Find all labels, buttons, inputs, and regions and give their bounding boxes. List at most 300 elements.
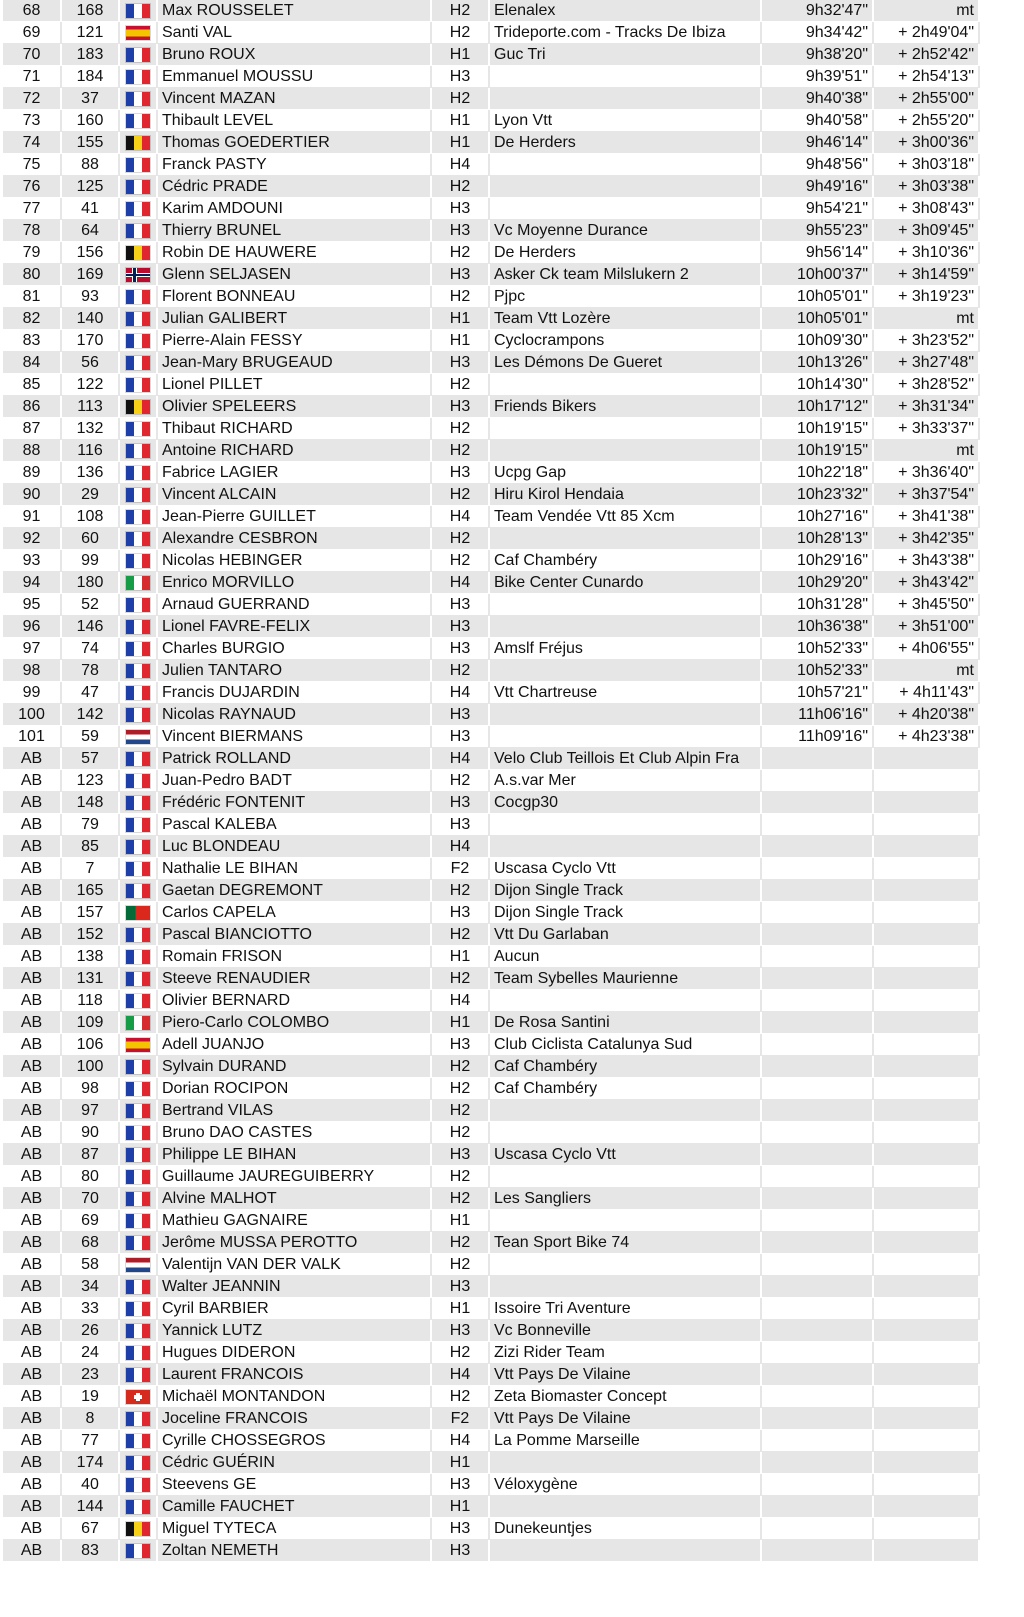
flag-it-icon	[126, 1016, 150, 1030]
bib-cell: 108	[61, 506, 119, 528]
flag-cell	[119, 572, 157, 594]
category-cell: H2	[431, 924, 489, 946]
club-cell: Team Vtt Lozère	[489, 308, 761, 330]
rider-name-cell: Thibault LEVEL	[157, 110, 431, 132]
time-cell	[761, 1342, 873, 1364]
bib-cell: 140	[61, 308, 119, 330]
table-row	[3, 748, 979, 770]
gap-cell	[873, 1430, 979, 1452]
flag-fr-icon	[126, 818, 150, 832]
bib-cell: 64	[61, 220, 119, 242]
gap-cell: + 4h11'43"	[873, 682, 979, 704]
category-cell: H2	[431, 440, 489, 462]
flag-cell	[119, 440, 157, 462]
time-cell	[761, 1518, 873, 1540]
rank-cell: AB	[3, 1276, 61, 1298]
time-cell	[761, 1320, 873, 1342]
club-cell: Dijon Single Track	[489, 902, 761, 924]
gap-cell	[873, 1166, 979, 1188]
flag-cell	[119, 22, 157, 44]
bib-cell: 59	[61, 726, 119, 748]
rider-name-cell: Cédric PRADE	[157, 176, 431, 198]
gap-cell	[873, 1188, 979, 1210]
club-cell: Caf Chambéry	[489, 1078, 761, 1100]
club-cell: Les Démons De Gueret	[489, 352, 761, 374]
club-cell	[489, 374, 761, 396]
club-cell: La Pomme Marseille	[489, 1430, 761, 1452]
rank-cell: AB	[3, 1056, 61, 1078]
category-cell: H3	[431, 1034, 489, 1056]
time-cell: 11h06'16"	[761, 704, 873, 726]
category-cell: H1	[431, 44, 489, 66]
table-row	[3, 1518, 979, 1540]
rank-cell: 71	[3, 66, 61, 88]
gap-cell: + 2h52'42"	[873, 44, 979, 66]
gap-cell: mt	[873, 308, 979, 330]
club-cell	[489, 1210, 761, 1232]
rank-cell: 74	[3, 132, 61, 154]
bib-cell: 123	[61, 770, 119, 792]
club-cell: Guc Tri	[489, 44, 761, 66]
flag-cell	[119, 1364, 157, 1386]
bib-cell: 93	[61, 286, 119, 308]
flag-cell	[119, 1496, 157, 1518]
rider-name-cell: Cyrille CHOSSEGROS	[157, 1430, 431, 1452]
rider-name-cell: Philippe LE BIHAN	[157, 1144, 431, 1166]
flag-cell	[119, 330, 157, 352]
category-cell: H3	[431, 792, 489, 814]
rider-name-cell: Franck PASTY	[157, 154, 431, 176]
table-row	[3, 330, 979, 352]
rank-cell: AB	[3, 1386, 61, 1408]
time-cell	[761, 924, 873, 946]
flag-cell	[119, 418, 157, 440]
table-row	[3, 1144, 979, 1166]
gap-cell: + 3h19'23"	[873, 286, 979, 308]
table-row	[3, 286, 979, 308]
bib-cell: 41	[61, 198, 119, 220]
flag-fr-icon	[126, 1544, 150, 1558]
rank-cell: 93	[3, 550, 61, 572]
club-cell: Velo Club Teillois Et Club Alpin Fra	[489, 748, 761, 770]
time-cell	[761, 814, 873, 836]
bib-cell: 52	[61, 594, 119, 616]
flag-cell	[119, 1078, 157, 1100]
club-cell	[489, 660, 761, 682]
rank-cell: 86	[3, 396, 61, 418]
rider-name-cell: Glenn SELJASEN	[157, 264, 431, 286]
club-cell: Zizi Rider Team	[489, 1342, 761, 1364]
rank-cell: AB	[3, 1474, 61, 1496]
club-cell: Zeta Biomaster Concept	[489, 1386, 761, 1408]
table-row	[3, 858, 979, 880]
flag-fr-icon	[126, 862, 150, 876]
flag-cell	[119, 1166, 157, 1188]
rider-name-cell: Juan-Pedro BADT	[157, 770, 431, 792]
bib-cell: 67	[61, 1518, 119, 1540]
bib-cell: 165	[61, 880, 119, 902]
category-cell: H3	[431, 198, 489, 220]
flag-cell	[119, 814, 157, 836]
flag-fr-icon	[126, 928, 150, 942]
rider-name-cell: Dorian ROCIPON	[157, 1078, 431, 1100]
flag-fr-icon	[126, 1280, 150, 1294]
category-cell: H1	[431, 1496, 489, 1518]
table-row	[3, 110, 979, 132]
category-cell: H2	[431, 660, 489, 682]
category-cell: H1	[431, 308, 489, 330]
table-row	[3, 880, 979, 902]
table-row	[3, 88, 979, 110]
rider-name-cell: Thibaut RICHARD	[157, 418, 431, 440]
time-cell: 10h52'33"	[761, 638, 873, 660]
flag-fr-icon	[126, 1500, 150, 1514]
rider-name-cell: Francis DUJARDIN	[157, 682, 431, 704]
club-cell: De Herders	[489, 242, 761, 264]
rider-name-cell: Arnaud GUERRAND	[157, 594, 431, 616]
rank-cell: AB	[3, 1342, 61, 1364]
gap-cell: + 3h14'59"	[873, 264, 979, 286]
rank-cell: AB	[3, 1452, 61, 1474]
club-cell	[489, 616, 761, 638]
rank-cell: AB	[3, 990, 61, 1012]
flag-cell	[119, 1474, 157, 1496]
time-cell	[761, 1364, 873, 1386]
bib-cell: 157	[61, 902, 119, 924]
time-cell	[761, 968, 873, 990]
rider-name-cell: Jerôme MUSSA PEROTTO	[157, 1232, 431, 1254]
time-cell: 10h29'20"	[761, 572, 873, 594]
category-cell: H2	[431, 1386, 489, 1408]
bib-cell: 184	[61, 66, 119, 88]
rider-name-cell: Nathalie LE BIHAN	[157, 858, 431, 880]
flag-fr-icon	[126, 1192, 150, 1206]
category-cell: H4	[431, 748, 489, 770]
flag-fr-icon	[126, 554, 150, 568]
flag-cell	[119, 506, 157, 528]
gap-cell	[873, 1034, 979, 1056]
table-row	[3, 1100, 979, 1122]
bib-cell: 87	[61, 1144, 119, 1166]
club-cell: Caf Chambéry	[489, 550, 761, 572]
club-cell: Véloxygène	[489, 1474, 761, 1496]
rider-name-cell: Yannick LUTZ	[157, 1320, 431, 1342]
rank-cell: 79	[3, 242, 61, 264]
bib-cell: 47	[61, 682, 119, 704]
gap-cell	[873, 880, 979, 902]
rank-cell: AB	[3, 1012, 61, 1034]
club-cell	[489, 836, 761, 858]
time-cell: 10h23'32"	[761, 484, 873, 506]
category-cell: F2	[431, 1408, 489, 1430]
rider-name-cell: Carlos CAPELA	[157, 902, 431, 924]
rider-name-cell: Cédric GUÉRIN	[157, 1452, 431, 1474]
time-cell	[761, 1386, 873, 1408]
flag-fr-icon	[126, 994, 150, 1008]
gap-cell: + 2h55'00"	[873, 88, 979, 110]
flag-fr-icon	[126, 290, 150, 304]
bib-cell: 8	[61, 1408, 119, 1430]
table-row	[3, 1276, 979, 1298]
rank-cell: AB	[3, 1188, 61, 1210]
time-cell	[761, 1210, 873, 1232]
table-row	[3, 352, 979, 374]
rider-name-cell: Hugues DIDERON	[157, 1342, 431, 1364]
gap-cell	[873, 1232, 979, 1254]
bib-cell: 69	[61, 1210, 119, 1232]
bib-cell: 121	[61, 22, 119, 44]
bib-cell: 142	[61, 704, 119, 726]
flag-fr-icon	[126, 532, 150, 546]
flag-cell	[119, 1342, 157, 1364]
club-cell	[489, 154, 761, 176]
rider-name-cell: Robin DE HAUWERE	[157, 242, 431, 264]
club-cell	[489, 1254, 761, 1276]
table-row	[3, 638, 979, 660]
flag-cell	[119, 0, 157, 22]
rank-cell: 98	[3, 660, 61, 682]
rider-name-cell: Olivier BERNARD	[157, 990, 431, 1012]
rider-name-cell: Antoine RICHARD	[157, 440, 431, 462]
gap-cell	[873, 814, 979, 836]
table-row	[3, 616, 979, 638]
flag-nl-icon	[126, 1258, 150, 1272]
category-cell: H2	[431, 418, 489, 440]
gap-cell: + 4h23'38"	[873, 726, 979, 748]
club-cell: Asker Ck team Milslukern 2	[489, 264, 761, 286]
flag-fr-icon	[126, 488, 150, 502]
bib-cell: 90	[61, 1122, 119, 1144]
club-cell: Vc Bonneville	[489, 1320, 761, 1342]
flag-cell	[119, 1518, 157, 1540]
table-row	[3, 682, 979, 704]
table-row	[3, 572, 979, 594]
flag-fr-icon	[126, 1236, 150, 1250]
time-cell	[761, 1034, 873, 1056]
club-cell: Lyon Vtt	[489, 110, 761, 132]
gap-cell	[873, 1320, 979, 1342]
rider-name-cell: Steevens GE	[157, 1474, 431, 1496]
rank-cell: AB	[3, 1430, 61, 1452]
flag-fr-icon	[126, 1060, 150, 1074]
flag-cell	[119, 858, 157, 880]
rank-cell: 99	[3, 682, 61, 704]
flag-fr-icon	[126, 202, 150, 216]
rider-name-cell: Walter JEANNIN	[157, 1276, 431, 1298]
rank-cell: 91	[3, 506, 61, 528]
gap-cell: mt	[873, 0, 979, 22]
bib-cell: 152	[61, 924, 119, 946]
rank-cell: AB	[3, 1254, 61, 1276]
table-row	[3, 220, 979, 242]
time-cell: 9h39'51"	[761, 66, 873, 88]
club-cell	[489, 66, 761, 88]
rank-cell: AB	[3, 1518, 61, 1540]
flag-fr-icon	[126, 378, 150, 392]
bib-cell: 78	[61, 660, 119, 682]
rider-name-cell: Bertrand VILAS	[157, 1100, 431, 1122]
gap-cell	[873, 792, 979, 814]
club-cell: De Rosa Santini	[489, 1012, 761, 1034]
gap-cell	[873, 1078, 979, 1100]
gap-cell	[873, 1496, 979, 1518]
gap-cell: + 3h27'48"	[873, 352, 979, 374]
flag-cell	[119, 946, 157, 968]
flag-cell	[119, 704, 157, 726]
bib-cell: 106	[61, 1034, 119, 1056]
gap-cell	[873, 858, 979, 880]
table-row	[3, 1210, 979, 1232]
category-cell: H1	[431, 132, 489, 154]
table-row	[3, 1034, 979, 1056]
rider-name-cell: Nicolas RAYNAUD	[157, 704, 431, 726]
flag-es-icon	[126, 26, 150, 40]
flag-cell	[119, 1056, 157, 1078]
flag-cell	[119, 264, 157, 286]
gap-cell: + 4h20'38"	[873, 704, 979, 726]
table-row	[3, 1342, 979, 1364]
table-row	[3, 1474, 979, 1496]
rank-cell: AB	[3, 1496, 61, 1518]
table-row	[3, 418, 979, 440]
club-cell	[489, 528, 761, 550]
table-row	[3, 1496, 979, 1518]
flag-cell	[119, 792, 157, 814]
rank-cell: AB	[3, 1540, 61, 1562]
flag-cell	[119, 1254, 157, 1276]
rider-name-cell: Pascal KALEBA	[157, 814, 431, 836]
bib-cell: 131	[61, 968, 119, 990]
table-row	[3, 792, 979, 814]
bib-cell: 68	[61, 1232, 119, 1254]
rider-name-cell: Sylvain DURAND	[157, 1056, 431, 1078]
flag-cell	[119, 286, 157, 308]
club-cell	[489, 1166, 761, 1188]
rank-cell: 81	[3, 286, 61, 308]
rank-cell: 82	[3, 308, 61, 330]
bib-cell: 19	[61, 1386, 119, 1408]
gap-cell	[873, 1540, 979, 1562]
club-cell: Bike Center Cunardo	[489, 572, 761, 594]
table-row	[3, 726, 979, 748]
bib-cell: 109	[61, 1012, 119, 1034]
flag-fr-icon	[126, 972, 150, 986]
gap-cell: + 3h10'36"	[873, 242, 979, 264]
flag-fr-icon	[126, 334, 150, 348]
time-cell: 9h54'21"	[761, 198, 873, 220]
flag-it-icon	[126, 576, 150, 590]
flag-fr-icon	[126, 356, 150, 370]
category-cell: H2	[431, 176, 489, 198]
table-row	[3, 1364, 979, 1386]
time-cell	[761, 770, 873, 792]
table-row	[3, 0, 979, 22]
gap-cell	[873, 1144, 979, 1166]
time-cell	[761, 1122, 873, 1144]
bib-cell: 183	[61, 44, 119, 66]
flag-fr-icon	[126, 1434, 150, 1448]
category-cell: H4	[431, 1364, 489, 1386]
category-cell: H2	[431, 1188, 489, 1210]
category-cell: H2	[431, 1056, 489, 1078]
flag-fr-icon	[126, 1148, 150, 1162]
table-row	[3, 198, 979, 220]
gap-cell: + 3h45'50"	[873, 594, 979, 616]
rider-name-cell: Vincent BIERMANS	[157, 726, 431, 748]
table-row	[3, 1540, 979, 1562]
rider-name-cell: Florent BONNEAU	[157, 286, 431, 308]
time-cell	[761, 1452, 873, 1474]
flag-no-icon	[126, 268, 150, 282]
rider-name-cell: Lionel FAVRE-FELIX	[157, 616, 431, 638]
rank-cell: AB	[3, 880, 61, 902]
time-cell: 10h28'13"	[761, 528, 873, 550]
category-cell: H3	[431, 1540, 489, 1562]
gap-cell: + 3h37'54"	[873, 484, 979, 506]
table-row	[3, 308, 979, 330]
category-cell: H2	[431, 0, 489, 22]
category-cell: H4	[431, 836, 489, 858]
club-cell: Dunekeuntjes	[489, 1518, 761, 1540]
flag-cell	[119, 770, 157, 792]
table-row	[3, 1408, 979, 1430]
rank-cell: AB	[3, 946, 61, 968]
table-row	[3, 968, 979, 990]
flag-cell	[119, 484, 157, 506]
bib-cell: 146	[61, 616, 119, 638]
category-cell: H4	[431, 572, 489, 594]
club-cell	[489, 1496, 761, 1518]
rider-name-cell: Charles BURGIO	[157, 638, 431, 660]
table-row	[3, 528, 979, 550]
time-cell	[761, 836, 873, 858]
flag-cell	[119, 242, 157, 264]
club-cell: Tean Sport Bike 74	[489, 1232, 761, 1254]
flag-fr-icon	[126, 312, 150, 326]
flag-fr-icon	[126, 224, 150, 238]
rank-cell: 100	[3, 704, 61, 726]
table-row	[3, 1320, 979, 1342]
table-row	[3, 176, 979, 198]
flag-cell	[119, 1298, 157, 1320]
category-cell: H3	[431, 1276, 489, 1298]
flag-cell	[119, 110, 157, 132]
table-row	[3, 242, 979, 264]
rank-cell: AB	[3, 968, 61, 990]
gap-cell: + 3h23'52"	[873, 330, 979, 352]
bib-cell: 57	[61, 748, 119, 770]
category-cell: H4	[431, 990, 489, 1012]
rank-cell: 75	[3, 154, 61, 176]
gap-cell: + 3h43'42"	[873, 572, 979, 594]
club-cell: Pjpc	[489, 286, 761, 308]
flag-cell	[119, 352, 157, 374]
bib-cell: 83	[61, 1540, 119, 1562]
flag-fr-icon	[126, 642, 150, 656]
gap-cell	[873, 1386, 979, 1408]
club-cell: Uscasa Cyclo Vtt	[489, 1144, 761, 1166]
rank-cell: AB	[3, 1034, 61, 1056]
club-cell: Vtt Du Garlaban	[489, 924, 761, 946]
flag-cell	[119, 1232, 157, 1254]
time-cell	[761, 792, 873, 814]
bib-cell: 33	[61, 1298, 119, 1320]
rider-name-cell: Pierre-Alain FESSY	[157, 330, 431, 352]
time-cell	[761, 1188, 873, 1210]
category-cell: H2	[431, 374, 489, 396]
flag-fr-icon	[126, 1368, 150, 1382]
bib-cell: 29	[61, 484, 119, 506]
